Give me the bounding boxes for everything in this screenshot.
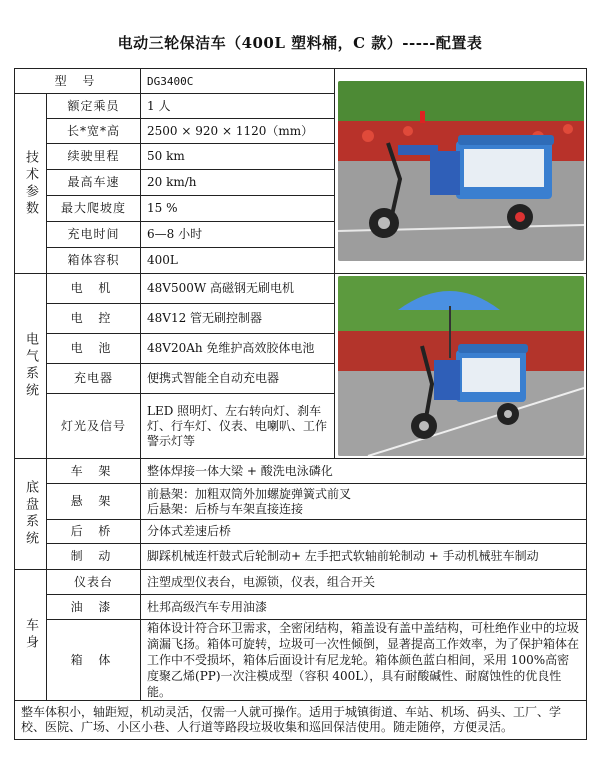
row-label: 额定乘员 xyxy=(47,94,141,119)
spec-table xyxy=(14,68,587,740)
row-value: 整体焊接一体大梁 + 酸洗电泳磷化 xyxy=(141,459,587,484)
row-value: 1 人 xyxy=(141,94,335,119)
row-label: 箱体容积 xyxy=(47,248,141,274)
row-value: 50 km xyxy=(141,144,335,170)
vehicle-photo-2 xyxy=(335,274,587,459)
table-row xyxy=(15,274,587,304)
row-value: 15 % xyxy=(141,196,335,222)
row-value: 20 km/h xyxy=(141,170,335,196)
row-value: LED 照明灯、左右转向灯、刹车灯、行车灯、仪表、电喇叭、工作警示灯等 xyxy=(141,394,335,459)
row-label: 长*宽*高 xyxy=(47,119,141,144)
footer-note: 整车体积小，轴距短，机动灵活，仅需一人就可操作。适用于城镇街道、车站、机场、码头、工厂、学校、医院、广场、小区小巷、人行道等路段垃圾收集和巡回保洁使用。随走随停，方便灵活。 xyxy=(15,701,587,740)
row-label: 充电时间 xyxy=(47,222,141,248)
row-value: 便携式智能全自动充电器 xyxy=(141,364,335,394)
group-tech: 技术参数 xyxy=(15,94,47,274)
row-label: 制 动 xyxy=(47,544,141,570)
table-row xyxy=(15,595,587,620)
row-label: 悬 架 xyxy=(47,484,141,520)
row-label: 最大爬坡度 xyxy=(47,196,141,222)
vehicle-photo-1 xyxy=(335,69,587,274)
table-row xyxy=(15,620,587,701)
row-value: 48V20Ah 免维护高效胶体电池 xyxy=(141,334,335,364)
group-body: 车身 xyxy=(15,570,47,701)
rear-suspension: 后悬架：后桥与车架直接连接 xyxy=(147,501,304,516)
row-value: 杜邦高级汽车专用油漆 xyxy=(141,595,587,620)
row-label: 后 桥 xyxy=(47,520,141,544)
row-label: 最高车速 xyxy=(47,170,141,196)
model-value: DG3400C xyxy=(141,69,335,94)
row-value: 2500 × 920 × 1120（mm） xyxy=(141,119,335,144)
page-title: 电动三轮保洁车（400L 塑料桶，C 款）-----配置表 xyxy=(117,34,483,52)
group-electric: 电气系统 xyxy=(15,274,47,459)
table-row xyxy=(15,520,587,544)
row-label: 电 机 xyxy=(47,274,141,304)
table-row xyxy=(15,701,587,740)
front-suspension: 前悬架：加粗双筒外加螺旋弹簧式前叉 xyxy=(147,486,352,501)
row-label: 续驶里程 xyxy=(47,144,141,170)
row-value: 48V500W 高磁钢无刷电机 xyxy=(141,274,335,304)
row-label: 箱 体 xyxy=(47,620,141,701)
row-value: 脚踩机械连杆鼓式后轮制动+ 左手把式软轴前轮制动 + 手动机械驻车制动 xyxy=(141,544,587,570)
table-row xyxy=(15,459,587,484)
row-value: 箱体设计符合环卫需求，全密闭结构，箱盖设有盖中盖结构，可杜绝作业中的垃圾滴漏飞扬。箱体可旋转，垃圾可一次性倾倒，显著提高工作效率，为了保护箱体在工作中不受损坏，箱体后面设计有尼龙轮。箱体颜色蓝白相间，采用 100%高密度聚乙烯(PP)一次注模成型（容积 400L），具有耐酸碱性、耐腐蚀性的优良性能。 xyxy=(141,620,587,701)
row-value xyxy=(141,484,587,520)
row-value: 注塑成型仪表台，电源锁，仪表，组合开关 xyxy=(141,570,587,595)
table-row xyxy=(15,484,587,520)
group-chassis: 底盘系统 xyxy=(15,459,47,570)
vehicle-photo-1-image xyxy=(338,81,584,261)
row-value: 分体式差速后桥 xyxy=(141,520,587,544)
model-label: 型 号 xyxy=(15,69,141,94)
row-value: 48V12 管无刷控制器 xyxy=(141,304,335,334)
row-label: 油 漆 xyxy=(47,595,141,620)
row-label: 车 架 xyxy=(47,459,141,484)
row-label: 灯光及信号 xyxy=(47,394,141,459)
table-row xyxy=(15,69,587,94)
row-label: 充电器 xyxy=(47,364,141,394)
table-row xyxy=(15,544,587,570)
row-label: 电 控 xyxy=(47,304,141,334)
row-label: 电 池 xyxy=(47,334,141,364)
vehicle-photo-2-image xyxy=(338,276,584,456)
row-value: 400L xyxy=(141,248,335,274)
table-row xyxy=(15,570,587,595)
row-label: 仪表台 xyxy=(47,570,141,595)
row-value: 6—8 小时 xyxy=(141,222,335,248)
